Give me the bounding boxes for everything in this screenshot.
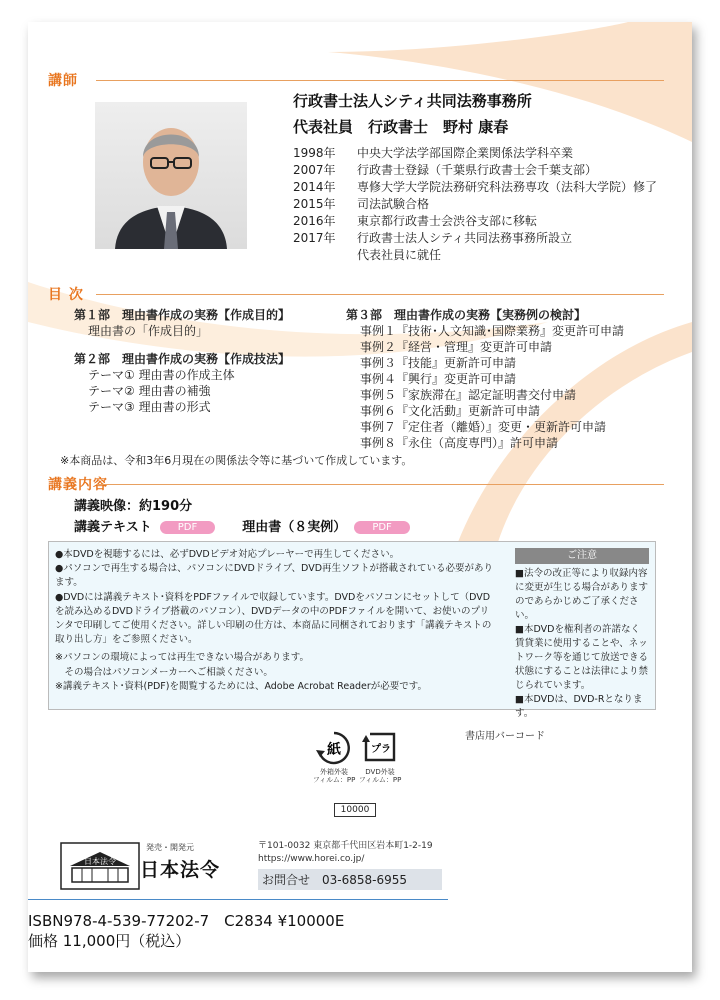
publisher-url: https://www.horei.co.jp/ bbox=[258, 854, 365, 864]
section-title-contents: 目 次 bbox=[48, 287, 84, 303]
pdf-badge: PDF bbox=[160, 521, 215, 534]
publisher-logo bbox=[60, 842, 140, 890]
career-row: 2015年 司法試験合格 bbox=[293, 197, 430, 211]
price-code-box: 10000 bbox=[334, 803, 376, 817]
section-divider bbox=[96, 294, 664, 295]
dvd-note: ※講義テキスト･資料(PDF)を閲覧するためには、Adobe Acrobat Readerが必要です。 bbox=[55, 680, 428, 692]
caution-item: ■本DVDを権利者の許諾なく賃貸業に使用することや、ネットワーク等を通じて放送できる状態にすることは法律により禁じられています。 bbox=[515, 624, 649, 691]
toc-item: 事例６『文化活動』更新許可申請 bbox=[360, 404, 541, 418]
course-materials bbox=[74, 516, 410, 535]
toc-part-2: 第２部 理由書作成の実務【作成技法】 bbox=[74, 352, 291, 366]
dvd-back-cover bbox=[28, 22, 692, 972]
caution-item: ■本DVDは、DVD-Rとなります。 bbox=[515, 694, 643, 719]
isbn-code: ISBN978-4-539-77202-7 C2834 ¥10000E bbox=[28, 912, 345, 930]
dvd-note: ●本DVDを視聴するには、必ずDVDビデオ対応プレーヤーで再生してください。 bbox=[55, 549, 400, 560]
career-row: 2016年 東京都行政書士会渋谷支部に移転 bbox=[293, 214, 538, 228]
dvd-notes-box bbox=[48, 541, 656, 719]
toc-right-column bbox=[346, 307, 624, 451]
pdf-badge: PDF bbox=[354, 521, 409, 534]
section-divider bbox=[96, 484, 664, 485]
career-row: 2014年 専修大学大学院法務研究科法務専攻（法科大学院）修了 bbox=[293, 180, 658, 194]
publisher-role: 発売・開発元 bbox=[146, 843, 194, 852]
toc-item: テーマ① 理由書の作成主体 bbox=[88, 368, 235, 382]
dvd-note: ●パソコンで再生する場合は、パソコンにDVDドライブ、DVD再生ソフトが搭載されている必要があります。 bbox=[55, 563, 494, 589]
svg-text:日本法令: 日本法令 bbox=[84, 857, 116, 866]
course-text-label: 講義テキスト bbox=[74, 520, 152, 535]
toc-item: 事例２『経営・管理』変更許可申請 bbox=[360, 340, 553, 354]
legal-date-note: ※本商品は、令和3年6月現在の関係法令等に基づいて作成しています。 bbox=[60, 454, 413, 467]
section-divider bbox=[96, 80, 664, 81]
plastic-recycle-icon bbox=[360, 730, 400, 766]
career-row: 代表社員に就任 bbox=[357, 248, 442, 262]
instructor-photo bbox=[95, 102, 247, 249]
toc-item: 理由書の「作成目的」 bbox=[88, 324, 209, 338]
course-video-length: 講義映像：約190分 bbox=[74, 499, 193, 514]
dvd-note: ●DVDには講義テキスト･資料をPDFファイルで収録しています。DVDをパソコンにセットして（DVDを読み込めるDVDドライブ搭載のパソコン）、DVDデータの中のPDFファイルを開いて、お使いのプリンタで印刷してご使用ください。詳しい印刷の仕方は、本商品に同梱されております「講義テキストの取り出し方」をご参照ください。 bbox=[55, 591, 492, 646]
toc-item: 事例７『定住者（離婚）』変更・更新許可申請 bbox=[360, 420, 607, 434]
paper-recycle-icon bbox=[314, 730, 354, 766]
instructor-name: 代表社員 行政書士 野村 康春 bbox=[293, 118, 509, 136]
paper-recycle-mark: 紙 外箱外装 フィルム：PP bbox=[312, 730, 356, 784]
toc-item: 事例５『家族滞在』認定証明書交付申請 bbox=[360, 388, 577, 402]
svg-text:プラ: プラ bbox=[371, 744, 391, 755]
publisher-address: 〒101-0032 東京都千代田区岩本町1-2-19 https://www.horei.co.jp/ bbox=[258, 841, 433, 864]
toc-left-column bbox=[74, 307, 290, 415]
plastic-recycle-mark: プラ DVD外装 フィルム：PP bbox=[358, 730, 402, 784]
section-title-course: 講義内容 bbox=[48, 477, 108, 493]
toc-part-3: 第３部 理由書作成の実務【実務例の検討】 bbox=[346, 308, 587, 322]
toc-item: テーマ③ 理由書の形式 bbox=[88, 400, 211, 414]
caution-heading: ご注意 bbox=[515, 548, 649, 564]
career-row: 1998年 中央大学法学部国際企業関係法学科卒業 bbox=[293, 146, 574, 160]
instructor-organization: 行政書士法人シティ共同法務事務所 bbox=[293, 92, 532, 110]
retail-price: 価格 11,000円（税込） bbox=[28, 932, 191, 950]
toc-item: テーマ② 理由書の補強 bbox=[88, 384, 211, 398]
instructor-career bbox=[293, 145, 657, 264]
dvd-note: ※パソコンの環境によっては再生できない場合があります。 bbox=[55, 652, 310, 664]
toc-item: 事例４『興行』変更許可申請 bbox=[360, 372, 517, 386]
dvd-note: その場合はパソコンメーカーへご相談ください。 bbox=[55, 666, 273, 678]
footer-divider bbox=[28, 899, 448, 900]
career-row: 2017年 行政書士法人シティ共同法務事務所設立 bbox=[293, 231, 573, 245]
publisher-name: 日本法令 bbox=[140, 859, 221, 881]
reason-doc-label: 理由書（８実例） bbox=[242, 520, 347, 535]
toc-part-1: 第１部 理由書作成の実務【作成目的】 bbox=[74, 308, 291, 322]
toc-item: 事例１『技術･人文知識･国際業務』変更許可申請 bbox=[360, 324, 625, 338]
dvd-notes bbox=[55, 548, 495, 694]
contact-phone: お問合せ 03-6858-6955 bbox=[258, 869, 442, 890]
section-title-instructor: 講師 bbox=[48, 73, 78, 89]
toc-item: 事例３『技能』更新許可申請 bbox=[360, 356, 517, 370]
career-row: 2007年 行政書士登録（千葉県行政書士会千葉支部） bbox=[293, 163, 598, 177]
caution-panel bbox=[515, 548, 649, 721]
svg-text:紙: 紙 bbox=[327, 742, 341, 758]
barcode-label: 書店用バーコード bbox=[465, 731, 545, 742]
caution-item: ■法令の改正等により収録内容に変更が生じる場合がありますのであらかじめご了承ください。 bbox=[515, 568, 649, 621]
toc-item: 事例８『永住（高度専門）』許可申請 bbox=[360, 436, 559, 450]
